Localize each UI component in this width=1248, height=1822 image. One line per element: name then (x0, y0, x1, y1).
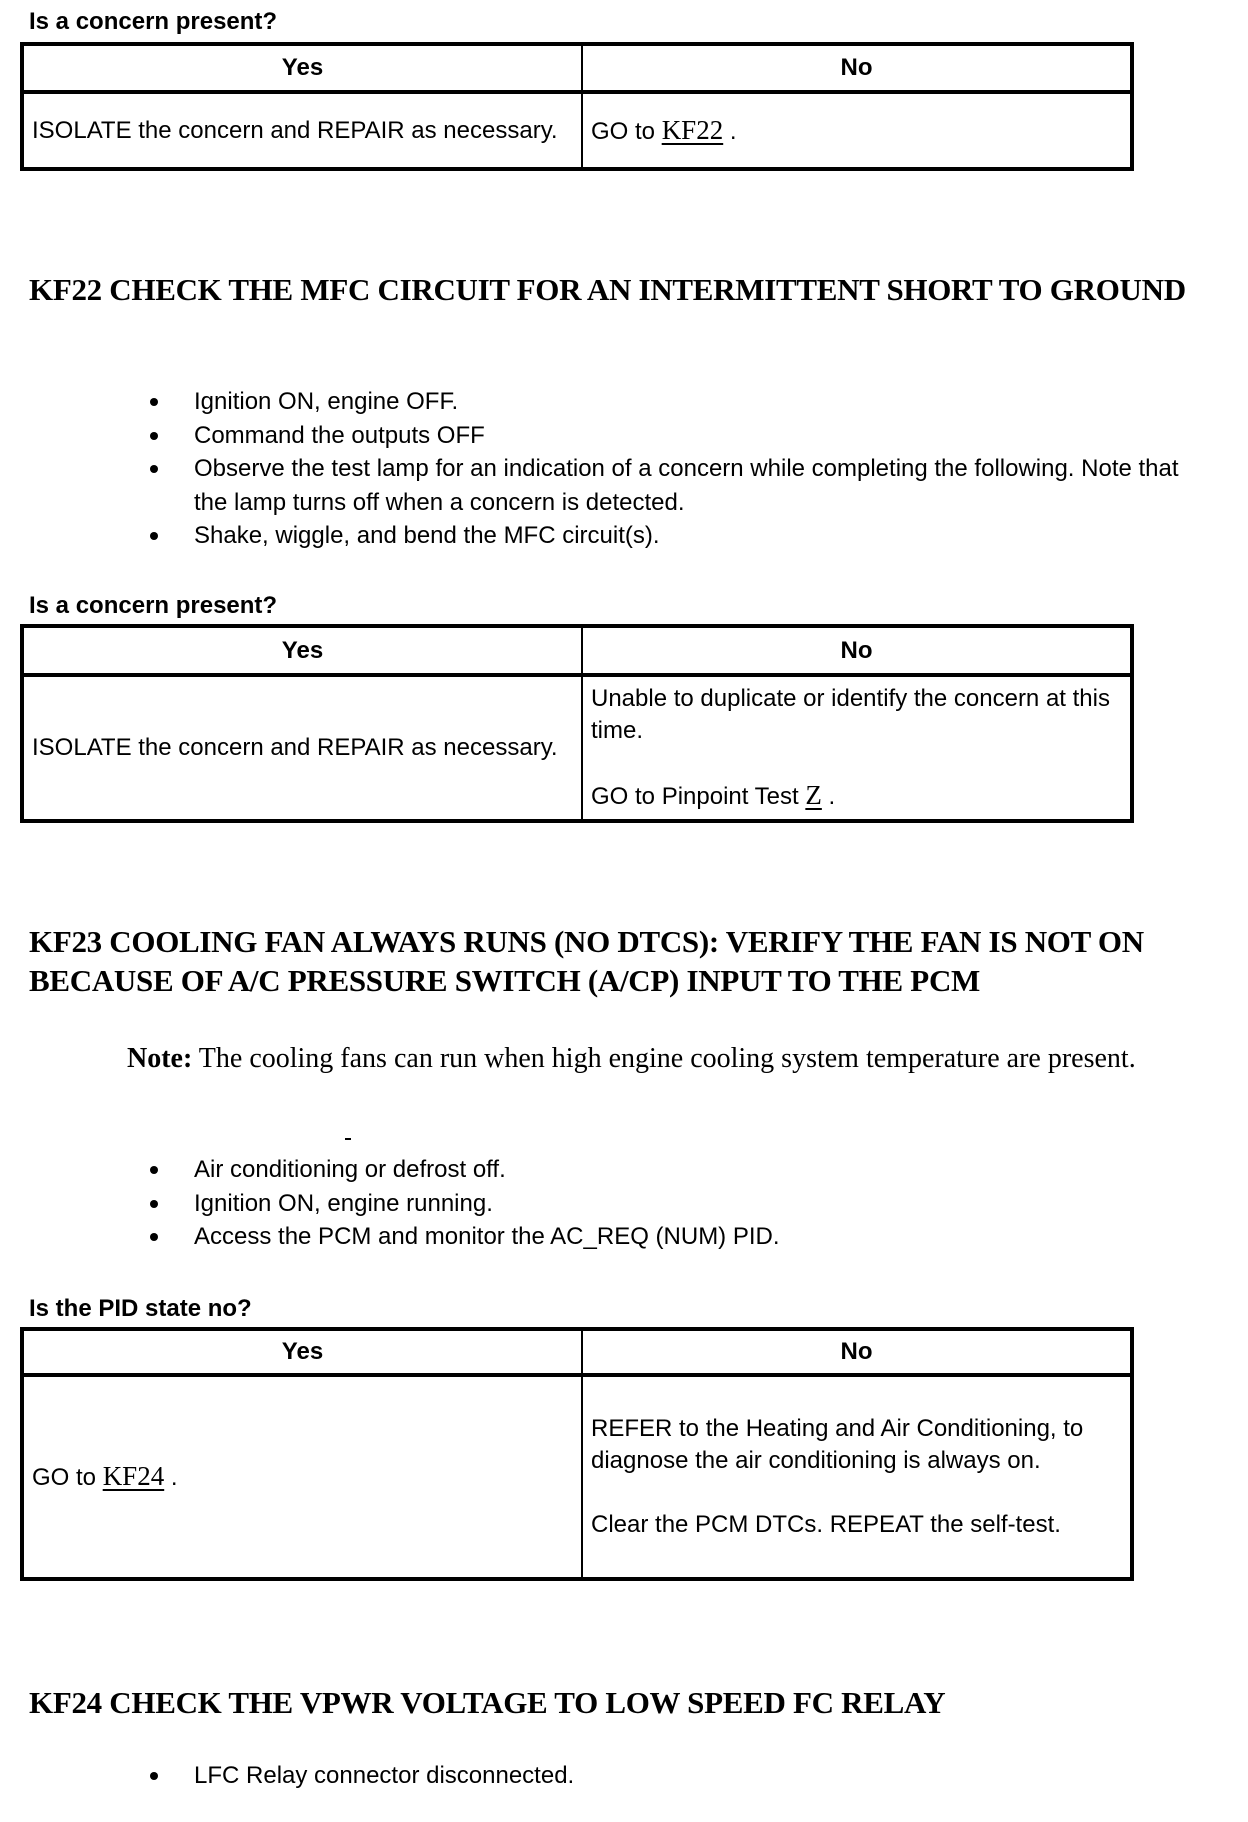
yes-header: Yes (22, 44, 582, 92)
no-header: No (582, 1329, 1132, 1375)
bullet-list (150, 1153, 1230, 1254)
no-text: REFER to the Heating and Air Conditioning, to diagnose the air conditioning is always on. (591, 1415, 1084, 1474)
yes-cell: ISOLATE the concern and REPAIR as necessary. (22, 92, 582, 169)
list-item: Air conditioning or defrost off. (150, 1153, 1230, 1187)
yes-cell: ISOLATE the concern and REPAIR as necessary. (22, 675, 582, 821)
link-kf22[interactable]: KF22 (661, 114, 724, 145)
note-label: Note: (127, 1043, 193, 1074)
list-item: Access the PCM and monitor the AC_REQ (NUM) PID. (150, 1220, 1230, 1254)
list-item: Observe the test lamp for an indication of a concern while completing the following. Note that the lamp turns off when a concern is detected. (150, 452, 1214, 519)
list-item: Command the outputs OFF (150, 419, 1230, 453)
no-suffix: . (723, 117, 737, 145)
no-cell (582, 675, 1132, 821)
result-table (20, 42, 1134, 171)
divider-mark (345, 1138, 351, 1140)
list-item: Ignition ON, engine running. (150, 1187, 1230, 1221)
no-suffix: . (821, 783, 836, 810)
yes-prefix: GO to (32, 1464, 103, 1491)
yes-header: Yes (22, 1329, 582, 1375)
list-item: Shake, wiggle, and bend the MFC circuit(s). (150, 519, 1230, 553)
question-label: Is a concern present? (29, 8, 278, 35)
no-cell (582, 92, 1132, 169)
note (127, 1040, 1227, 1077)
no-prefix: GO to (591, 117, 662, 145)
section-heading-kf23: KF23 COOLING FAN ALWAYS RUNS (NO DTCS): VERIFY THE FAN IS NOT ON BECAUSE OF A/C PRESSURE SWITCH (A/CP) INPUT TO THE PCM (29, 924, 1144, 998)
list-item: LFC Relay connector disconnected. (150, 1759, 1230, 1793)
note-text: The cooling fans can run when high engine cooling system temperature are present. (192, 1043, 1136, 1074)
no-cell (582, 1375, 1132, 1579)
no-text: Unable to duplicate or identify the concern at this time. (591, 685, 1110, 744)
section-heading-kf22: KF22 CHECK THE MFC CIRCUIT FOR AN INTERMITTENT SHORT TO GROUND (29, 272, 1186, 307)
link-pinpoint-z[interactable]: Z (805, 780, 822, 810)
link-kf24[interactable]: KF24 (102, 1461, 165, 1491)
yes-header: Yes (22, 626, 582, 675)
list-item: Ignition ON, engine OFF. (150, 385, 1230, 419)
no-prefix: GO to Pinpoint Test (591, 783, 806, 810)
bullet-list (150, 385, 1230, 553)
section-heading-kf24: KF24 CHECK THE VPWR VOLTAGE TO LOW SPEED FC RELAY (29, 1685, 946, 1720)
result-table (20, 1327, 1134, 1581)
bullet-list (150, 1759, 1230, 1793)
question-label: Is the PID state no? (29, 1295, 252, 1322)
result-table (20, 624, 1134, 823)
no-text: Clear the PCM DTCs. REPEAT the self-test. (591, 1511, 1061, 1538)
yes-cell (22, 1375, 582, 1579)
no-header: No (582, 44, 1132, 92)
question-label: Is a concern present? (29, 592, 278, 619)
no-header: No (582, 626, 1132, 675)
yes-suffix: . (164, 1464, 178, 1491)
